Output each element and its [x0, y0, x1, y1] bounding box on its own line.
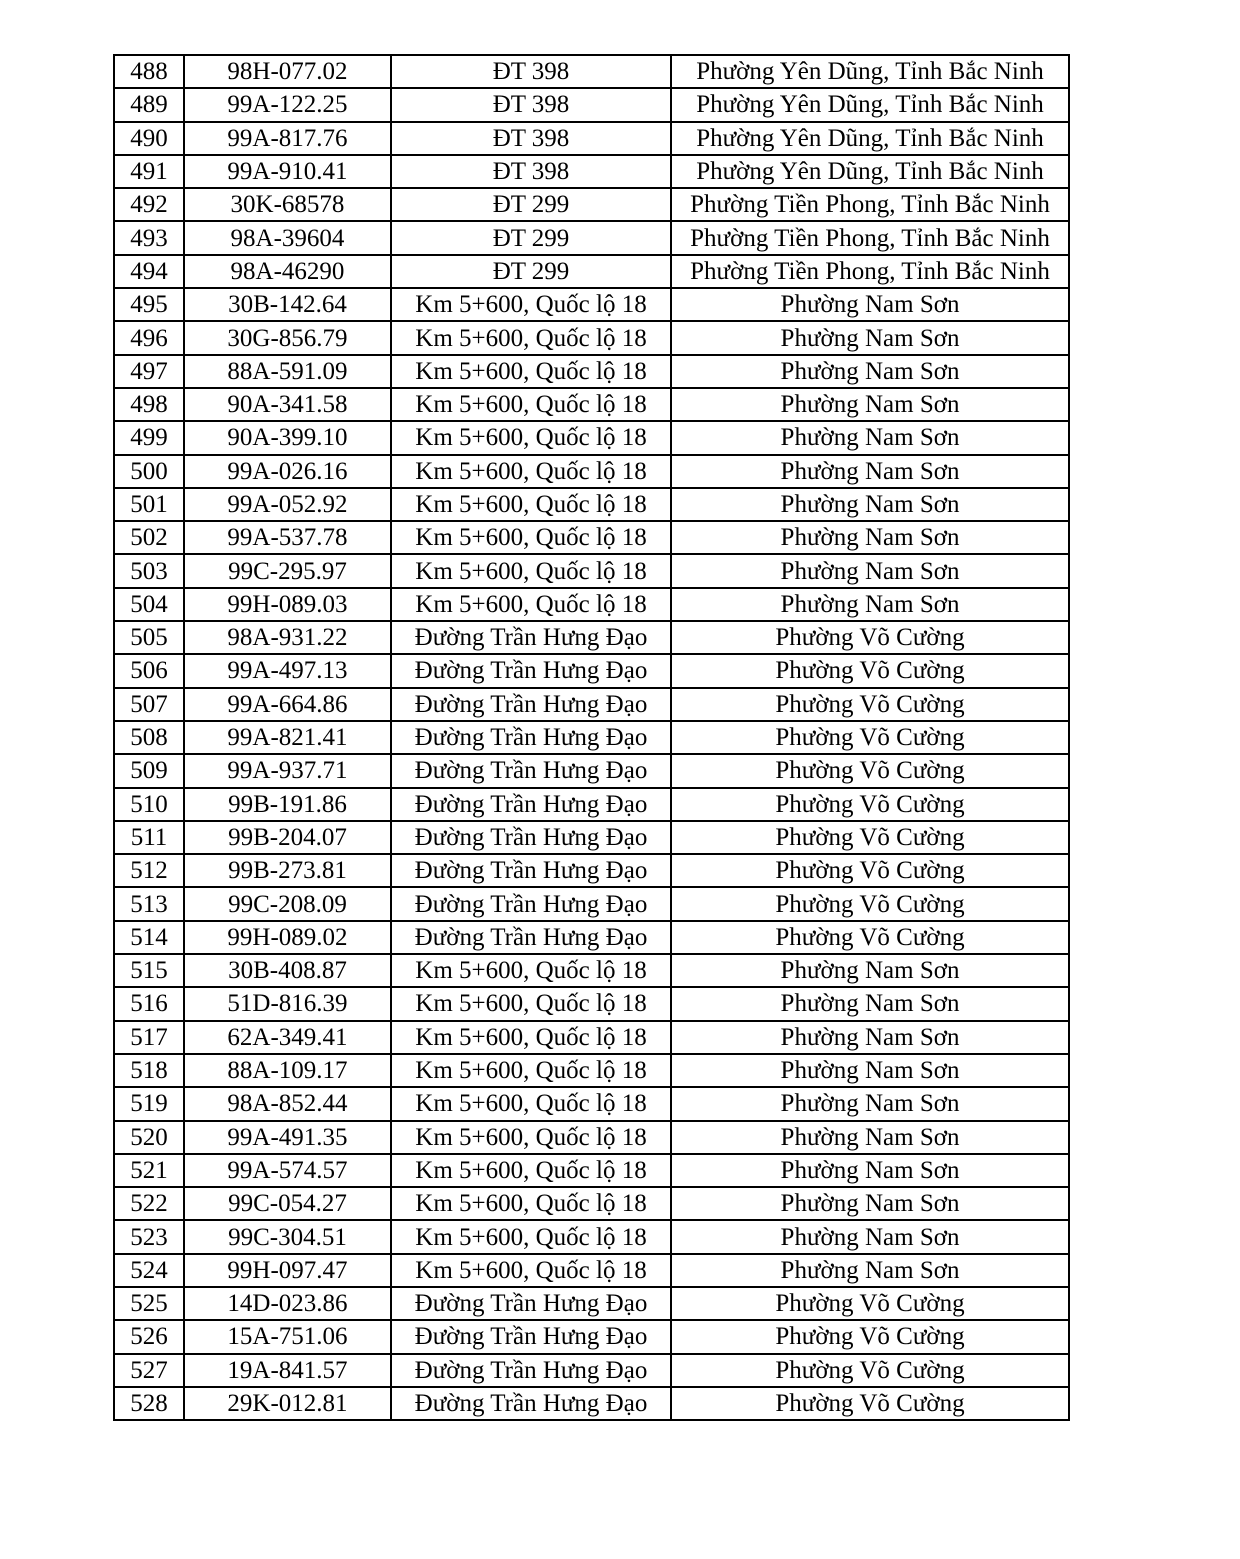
ward-cell: Phường Nam Sơn [671, 1087, 1069, 1120]
location-cell: Km 5+600, Quốc lộ 18 [391, 455, 671, 488]
license-plate-cell: 98A-931.22 [184, 621, 391, 654]
license-plate-cell: 99B-204.07 [184, 821, 391, 854]
license-plate-cell: 98A-46290 [184, 255, 391, 288]
location-cell: Đường Trần Hưng Đạo [391, 621, 671, 654]
license-plate-cell: 99A-497.13 [184, 654, 391, 687]
row-number-cell: 523 [114, 1220, 184, 1253]
row-number-cell: 517 [114, 1021, 184, 1054]
license-plate-cell: 29K-012.81 [184, 1387, 391, 1420]
row-number-cell: 527 [114, 1354, 184, 1387]
location-cell: Km 5+600, Quốc lộ 18 [391, 1087, 671, 1120]
location-cell: Đường Trần Hưng Đạo [391, 821, 671, 854]
location-cell: Km 5+600, Quốc lộ 18 [391, 1054, 671, 1087]
location-cell: Đường Trần Hưng Đạo [391, 754, 671, 787]
table-row [114, 887, 1069, 920]
table-row [114, 1121, 1069, 1154]
table-row [114, 1021, 1069, 1054]
table-row [114, 1220, 1069, 1253]
ward-cell: Phường Nam Sơn [671, 355, 1069, 388]
license-plate-cell: 99C-208.09 [184, 887, 391, 920]
license-plate-cell: 99C-295.97 [184, 554, 391, 587]
ward-cell: Phường Võ Cường [671, 754, 1069, 787]
table-row [114, 1187, 1069, 1220]
location-cell: Đường Trần Hưng Đạo [391, 921, 671, 954]
table-row [114, 221, 1069, 254]
license-plate-cell: 99A-937.71 [184, 754, 391, 787]
ward-cell: Phường Nam Sơn [671, 455, 1069, 488]
table-row [114, 321, 1069, 354]
table-row [114, 1087, 1069, 1120]
location-cell: Km 5+600, Quốc lộ 18 [391, 987, 671, 1020]
location-cell: Km 5+600, Quốc lộ 18 [391, 588, 671, 621]
location-cell: Km 5+600, Quốc lộ 18 [391, 421, 671, 454]
location-cell: Đường Trần Hưng Đạo [391, 788, 671, 821]
table-row [114, 754, 1069, 787]
table-row [114, 1154, 1069, 1187]
ward-cell: Phường Võ Cường [671, 921, 1069, 954]
ward-cell: Phường Nam Sơn [671, 321, 1069, 354]
ward-cell: Phường Nam Sơn [671, 521, 1069, 554]
location-cell: Km 5+600, Quốc lộ 18 [391, 388, 671, 421]
table-row [114, 288, 1069, 321]
table-body [114, 55, 1069, 1420]
row-number-cell: 489 [114, 88, 184, 121]
ward-cell: Phường Nam Sơn [671, 488, 1069, 521]
ward-cell: Phường Nam Sơn [671, 1121, 1069, 1154]
table-row [114, 1320, 1069, 1353]
location-cell: Đường Trần Hưng Đạo [391, 1287, 671, 1320]
location-cell: Km 5+600, Quốc lộ 18 [391, 954, 671, 987]
location-cell: Km 5+600, Quốc lộ 18 [391, 1021, 671, 1054]
ward-cell: Phường Võ Cường [671, 854, 1069, 887]
ward-cell: Phường Nam Sơn [671, 288, 1069, 321]
row-number-cell: 518 [114, 1054, 184, 1087]
row-number-cell: 525 [114, 1287, 184, 1320]
license-plate-cell: 99C-054.27 [184, 1187, 391, 1220]
table-row [114, 721, 1069, 754]
license-plate-cell: 88A-591.09 [184, 355, 391, 388]
license-plate-cell: 15A-751.06 [184, 1320, 391, 1353]
table-row [114, 55, 1069, 88]
ward-cell: Phường Võ Cường [671, 887, 1069, 920]
ward-cell: Phường Nam Sơn [671, 954, 1069, 987]
location-cell: Đường Trần Hưng Đạo [391, 688, 671, 721]
license-plate-cell: 99A-491.35 [184, 1121, 391, 1154]
table-row [114, 854, 1069, 887]
license-plate-cell: 99B-273.81 [184, 854, 391, 887]
table-row [114, 488, 1069, 521]
location-cell: Đường Trần Hưng Đạo [391, 854, 671, 887]
location-cell: Km 5+600, Quốc lộ 18 [391, 1220, 671, 1253]
ward-cell: Phường Nam Sơn [671, 1021, 1069, 1054]
license-plate-cell: 30B-408.87 [184, 954, 391, 987]
ward-cell: Phường Tiền Phong, Tỉnh Bắc Ninh [671, 255, 1069, 288]
row-number-cell: 515 [114, 954, 184, 987]
license-plate-cell: 98A-39604 [184, 221, 391, 254]
row-number-cell: 492 [114, 188, 184, 221]
ward-cell: Phường Võ Cường [671, 688, 1069, 721]
table-row [114, 1054, 1069, 1087]
row-number-cell: 509 [114, 754, 184, 787]
location-cell: ĐT 398 [391, 155, 671, 188]
location-cell: ĐT 299 [391, 255, 671, 288]
ward-cell: Phường Võ Cường [671, 654, 1069, 687]
license-plate-cell: 51D-816.39 [184, 987, 391, 1020]
row-number-cell: 493 [114, 221, 184, 254]
license-plate-cell: 30B-142.64 [184, 288, 391, 321]
ward-cell: Phường Tiền Phong, Tỉnh Bắc Ninh [671, 221, 1069, 254]
row-number-cell: 495 [114, 288, 184, 321]
row-number-cell: 500 [114, 455, 184, 488]
table-row [114, 954, 1069, 987]
ward-cell: Phường Nam Sơn [671, 987, 1069, 1020]
ward-cell: Phường Nam Sơn [671, 421, 1069, 454]
row-number-cell: 504 [114, 588, 184, 621]
table-row [114, 788, 1069, 821]
table-row [114, 455, 1069, 488]
ward-cell: Phường Võ Cường [671, 621, 1069, 654]
table-row [114, 821, 1069, 854]
license-plate-cell: 62A-349.41 [184, 1021, 391, 1054]
row-number-cell: 526 [114, 1320, 184, 1353]
row-number-cell: 497 [114, 355, 184, 388]
ward-cell: Phường Võ Cường [671, 788, 1069, 821]
table-row [114, 921, 1069, 954]
location-cell: Km 5+600, Quốc lộ 18 [391, 288, 671, 321]
license-plate-cell: 90A-341.58 [184, 388, 391, 421]
location-cell: Km 5+600, Quốc lộ 18 [391, 521, 671, 554]
ward-cell: Phường Yên Dũng, Tỉnh Bắc Ninh [671, 155, 1069, 188]
location-cell: Km 5+600, Quốc lộ 18 [391, 1187, 671, 1220]
license-plate-cell: 99A-574.57 [184, 1154, 391, 1187]
table-row [114, 688, 1069, 721]
license-plate-cell: 14D-023.86 [184, 1287, 391, 1320]
row-number-cell: 496 [114, 321, 184, 354]
license-plate-cell: 99A-821.41 [184, 721, 391, 754]
row-number-cell: 488 [114, 55, 184, 88]
ward-cell: Phường Nam Sơn [671, 1220, 1069, 1253]
ward-cell: Phường Nam Sơn [671, 554, 1069, 587]
license-plate-cell: 99B-191.86 [184, 788, 391, 821]
license-plate-cell: 30K-68578 [184, 188, 391, 221]
row-number-cell: 508 [114, 721, 184, 754]
table-row [114, 1354, 1069, 1387]
table-row [114, 621, 1069, 654]
table-row [114, 1254, 1069, 1287]
ward-cell: Phường Yên Dũng, Tỉnh Bắc Ninh [671, 55, 1069, 88]
location-cell: Đường Trần Hưng Đạo [391, 887, 671, 920]
row-number-cell: 521 [114, 1154, 184, 1187]
row-number-cell: 528 [114, 1387, 184, 1420]
license-plate-cell: 99A-664.86 [184, 688, 391, 721]
table-row [114, 155, 1069, 188]
ward-cell: Phường Nam Sơn [671, 1254, 1069, 1287]
table-row [114, 188, 1069, 221]
row-number-cell: 490 [114, 122, 184, 155]
location-cell: ĐT 299 [391, 221, 671, 254]
ward-cell: Phường Võ Cường [671, 821, 1069, 854]
table-row [114, 421, 1069, 454]
table-row [114, 88, 1069, 121]
location-cell: ĐT 398 [391, 88, 671, 121]
location-cell: Km 5+600, Quốc lộ 18 [391, 1121, 671, 1154]
location-cell: ĐT 398 [391, 55, 671, 88]
table-row [114, 255, 1069, 288]
location-cell: Km 5+600, Quốc lộ 18 [391, 1154, 671, 1187]
ward-cell: Phường Võ Cường [671, 1387, 1069, 1420]
table-row [114, 654, 1069, 687]
row-number-cell: 491 [114, 155, 184, 188]
row-number-cell: 519 [114, 1087, 184, 1120]
license-plate-cell: 19A-841.57 [184, 1354, 391, 1387]
ward-cell: Phường Nam Sơn [671, 1187, 1069, 1220]
license-plate-cell: 99A-122.25 [184, 88, 391, 121]
table-row [114, 554, 1069, 587]
row-number-cell: 522 [114, 1187, 184, 1220]
license-plate-cell: 99A-537.78 [184, 521, 391, 554]
row-number-cell: 506 [114, 654, 184, 687]
table-row [114, 388, 1069, 421]
location-cell: Km 5+600, Quốc lộ 18 [391, 554, 671, 587]
ward-cell: Phường Võ Cường [671, 721, 1069, 754]
ward-cell: Phường Nam Sơn [671, 588, 1069, 621]
violations-table [113, 54, 1070, 1421]
location-cell: Đường Trần Hưng Đạo [391, 1387, 671, 1420]
location-cell: Km 5+600, Quốc lộ 18 [391, 355, 671, 388]
row-number-cell: 505 [114, 621, 184, 654]
location-cell: Km 5+600, Quốc lộ 18 [391, 1254, 671, 1287]
table-row [114, 355, 1069, 388]
row-number-cell: 499 [114, 421, 184, 454]
license-plate-cell: 99A-026.16 [184, 455, 391, 488]
table-row [114, 1387, 1069, 1420]
table-row [114, 122, 1069, 155]
location-cell: Đường Trần Hưng Đạo [391, 721, 671, 754]
license-plate-cell: 98H-077.02 [184, 55, 391, 88]
row-number-cell: 498 [114, 388, 184, 421]
license-plate-cell: 99A-052.92 [184, 488, 391, 521]
row-number-cell: 507 [114, 688, 184, 721]
row-number-cell: 502 [114, 521, 184, 554]
location-cell: Đường Trần Hưng Đạo [391, 654, 671, 687]
row-number-cell: 512 [114, 854, 184, 887]
license-plate-cell: 88A-109.17 [184, 1054, 391, 1087]
row-number-cell: 513 [114, 887, 184, 920]
row-number-cell: 494 [114, 255, 184, 288]
location-cell: Km 5+600, Quốc lộ 18 [391, 488, 671, 521]
ward-cell: Phường Tiền Phong, Tỉnh Bắc Ninh [671, 188, 1069, 221]
ward-cell: Phường Võ Cường [671, 1287, 1069, 1320]
table-row [114, 588, 1069, 621]
location-cell: ĐT 299 [391, 188, 671, 221]
ward-cell: Phường Nam Sơn [671, 1154, 1069, 1187]
license-plate-cell: 99A-817.76 [184, 122, 391, 155]
table-row [114, 521, 1069, 554]
license-plate-cell: 99H-097.47 [184, 1254, 391, 1287]
license-plate-cell: 30G-856.79 [184, 321, 391, 354]
location-cell: Đường Trần Hưng Đạo [391, 1354, 671, 1387]
location-cell: Đường Trần Hưng Đạo [391, 1320, 671, 1353]
row-number-cell: 503 [114, 554, 184, 587]
table-row [114, 987, 1069, 1020]
row-number-cell: 516 [114, 987, 184, 1020]
location-cell: Km 5+600, Quốc lộ 18 [391, 321, 671, 354]
license-plate-cell: 99C-304.51 [184, 1220, 391, 1253]
license-plate-cell: 90A-399.10 [184, 421, 391, 454]
row-number-cell: 520 [114, 1121, 184, 1154]
ward-cell: Phường Võ Cường [671, 1354, 1069, 1387]
license-plate-cell: 98A-852.44 [184, 1087, 391, 1120]
row-number-cell: 501 [114, 488, 184, 521]
ward-cell: Phường Yên Dũng, Tỉnh Bắc Ninh [671, 122, 1069, 155]
row-number-cell: 524 [114, 1254, 184, 1287]
ward-cell: Phường Võ Cường [671, 1320, 1069, 1353]
license-plate-cell: 99H-089.02 [184, 921, 391, 954]
ward-cell: Phường Nam Sơn [671, 388, 1069, 421]
ward-cell: Phường Yên Dũng, Tỉnh Bắc Ninh [671, 88, 1069, 121]
table-row [114, 1287, 1069, 1320]
license-plate-cell: 99H-089.03 [184, 588, 391, 621]
row-number-cell: 514 [114, 921, 184, 954]
license-plate-cell: 99A-910.41 [184, 155, 391, 188]
location-cell: ĐT 398 [391, 122, 671, 155]
row-number-cell: 510 [114, 788, 184, 821]
row-number-cell: 511 [114, 821, 184, 854]
ward-cell: Phường Nam Sơn [671, 1054, 1069, 1087]
